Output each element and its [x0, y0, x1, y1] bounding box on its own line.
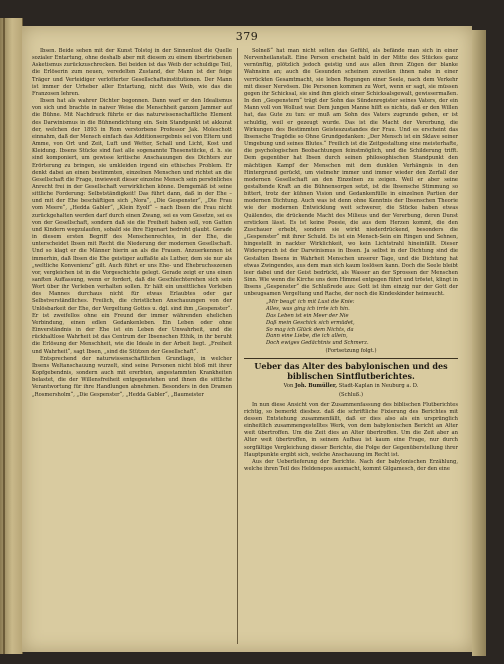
- poem-line: Daß mein Geschick sich ermüdet,: [266, 319, 355, 326]
- byline-affiliation: Stadt-Kaplan in Neuburg a. D.: [338, 383, 419, 390]
- article-title: Ueber das Alter des babylonischen und des biblischen Sintflutberichtes.: [254, 361, 448, 381]
- article-continued-mark: (Schluß.): [339, 391, 363, 398]
- left-column: [32, 48, 232, 399]
- poem-line: Alles, was ging ich irrte ich hin.: [266, 306, 350, 313]
- left-paragraph-2: Ibsen hat als wahrer Dichter begonnen. Dann warf er den Idealismus von sich und brachte in naiver Weise die Menschheit ganzen Jammer auf die Bühne. Mit Nachdruck führte er das naturwissenschaftliche Element des Darwinismus in die Bühnendichtung ein. Sein Standpunkt ist akkurat der, welchen der 1893 in Rom verstorbene Professor Jak. Moleschott einnahm, daß der Mensch einfach das Additionsergebnis sei von Eltern und Amme, von Ort und Zeit, Luft und Wetter, Schall und Licht, Kost und Kleidung. Ibsens Stücke sind fast alle sogenannte Thesenstücke, d. h. sie sind komponiert, um gewisse kritische Anschauungen des Dichters zur Erörterung zu bringen, sie umkleiden irgend ein ethisches Problem. Er denkt dabei an einen bestimmten, einzelnen Menschen und richtet an die Gesellschaft die Frage, inwieweit dieser einzelne Mensch sein persönliches Anrecht frei in der Gesellschaft verwirklichen könne. Demgemäß ist seine sittliche Forderung: Selbstständigkeit! Das führt dann, daß in der Ehe – und mit der Ehe beschäftigen sich „Nora“, „Die Gespenster“, „Die Frau vom Meere“, „Hedda Gabler“, „Klein Eyolf“ – nach Ibsen die Frau nicht zurückgehalten werden darf durch einen Zwang, sei es vom Gesetze, sei es von der Gesellschaft, sondern daß sie die Freiheit haben soll, von Gatten und Kindern wegzulaufen, sobald sie ihre Eigenart bedroht glaubt. Gerade in diesem ersten Begriff des Menschenrechtes, in der Ehe, die unterscheidet Ibsen mit Recht die Niederung der modernen Gesellschaft. Und so klagt er die Männer hierin an als die Frauen. Anzuerkennen ist immerhin, daß Ibsen die Ehe geistiger auffaßte als Luther, dem sie nur als „weltliche Konvenienz“ gilt. Auch führt er uns Ehe- und Ehebruchsszenen vor, vergleichen ist in die Vorgeschichte gelegt. Gerade zeigt er uns einen sanften Auffassung, wenn er fordert, daß die Geschlechterehen sich sein Wort über ihr Verleben verhalten sollen. Er hält ein unsittliches Vorleben des Mannes durchaus nicht für etwas Erlaubtes oder gar Selbstverständliches. Freilich, die christlichen Anschauungen von der Unlösbarkeit der Ehe, der Vergeltung Gottes u. dgl. sind ihm „Gespenster“. Er ist zweifellos ohne ein Freund der immer währenden ehelichen Verbindung, einen edlen Gedankenleben. Ein Leben oder ohne Einverständnis in der Ehe ist ein Leben der Unwahrheit, und die rückhaltlose Wahrheit ist das Centrum der Ibsenschen Ethik, in ihr beruht die Erlösung der Menschheit, wie die Ideale in der Arbeit liegt. „Freiheit und Wahrheit“, sagt Ibsen, „sind die Stützen der Gesellschaft“.: [32, 98, 232, 355]
- section-rule: [244, 358, 458, 359]
- left-paragraph-1: Ibsen. Beide sehen mit der Kunst Tolstoj in der Sinnenlust die Quelle sozialer Entartung, ohne deshalb aber mit diesem zu einem übertriebenen Asketismus zurückzuschrecken. Bei beiden ist das Weib der schuldige Teil, die Erlöserin zum neuen, veredelten Zustand, der Mann ist der feige Träger und Verteidiger verlotterter Gesellschaftsinstitutionen. Der Mann ist immer der Urheber aller Entartung, nicht das Weib, wie das die Franzosen lehren.: [32, 48, 232, 97]
- byline-prefix: Von: [283, 383, 294, 390]
- book-page: [22, 26, 472, 652]
- book-spine-stripe: [3, 18, 5, 654]
- poem-line: Das Leben ist ein Meer der Nie: [266, 313, 349, 320]
- article-paragraph-2: Aus der Ueberlieferung der Berichte. Nach der babylonischen Erzählung, welche ihren Teil des Heldenepos ausmacht, kommt Gilgamesch, der den eine: [244, 458, 458, 473]
- byline-author: Joh. Bumüller,: [294, 383, 338, 390]
- poem-line: So mag ich Glück dem Nichts, da: [266, 326, 354, 333]
- right-column: [244, 48, 458, 473]
- poem: [266, 299, 458, 347]
- poem-line: Doch ewiges Gedächtnis und Schmerz.: [266, 340, 369, 347]
- poem-line: Dann eine Liebe, die ich allein,: [266, 333, 348, 340]
- poem-line: „Mir beugt' ich mit Lust die Knie:: [266, 299, 355, 306]
- left-page-edge: [0, 18, 23, 654]
- page-number: 379: [235, 30, 259, 43]
- column-divider: [237, 48, 238, 644]
- continued-note: (Fortsetzung folgt.): [325, 348, 377, 355]
- article-paragraph-1: In nun diese Ansicht von der Zusammenfassung des biblischen Flutberichtes richtig, so bemerkt diesbez. daß die schriftliche Fixierung des Berichtes mit dessen Entstehung zusammenfällt, daß er dies also als ein ursprünglich einheitlich zusammengestelltes Werk, von dem babylonischen Bericht an Alter weit übertroffen. Um die Zeit dies an Alter übertroffen. Um die Zeit aber an Alter weit übertroffen, in seinem Aufbau ist kaum eine Frage, nur durch sorgfältige Vergleichung dieser Berichte, die Folge der Gegenüberstellung ihrer Hauptpunkte ergibt sich, welche Anschauung im Recht ist.: [244, 401, 458, 458]
- right-paragraph-1: Solneß“ hat man nicht selten das Gefühl, als befände man sich in einer Nervenheilanstalt. Eine Person erscheint bald in der Mitte des Stückes ganz vernünftig, plötzlich jedoch geistig und aus allen ihren Zügen der blanke Wahnsinn an; auch die Gesunden scheinen zuweilen ihnen nahe in einer verrückten Gesamtmacht, sie leben Regungen einer Seele, nach dem Verkehr mit dieser Nervösen. Die Personen kommen zu Wort, wenn er sagt, sie müssen gegen ihr Schicksal, sie sind ihm gleich einer Schicksalsgewalt, gewissermaßen. In den „Gespenstern“ trägt der Sohn das Sündenregister seines Vaters, der ein Mann voll von Wollust war. Dem jungen Manne hilft es nichts, daß er den Willen hat, das Gute zu tun: er muß am Sohn des Vaters zugrunde gehen, er ist schuldig, weil er gezeugt wurde. Das ist die Macht der Vererbung, die Wirkungen des Bestimmten Geisteszustandes der Frau. Und es erscheint das Ibsensche Tragödie so Ohne Grundgedanken: „Der Mensch ist ein Sklave seiner Umgebung und seines Blutes.“ Freilich ist die Zeitgestaltung eine meisterhafte, die psychologischen Beobachtungen feinstmöglich, und die Schilderung trifft. Dem gegenüber hat Ibsen durch seinen philosophischen Standpunkt den mächtigen Kampf der Menschen mit dem dunklen Verhängnis in den Hintergrund gerückt, um vielmehr immer und immer wieder den Zerfall der modernen Gesellschaft an den Einzelnen zu zeigen. Weil er aber seine gestaltende Kraft an die Bühnensorgen setzt, ist die Ibsensche Stimmung so bittert, trotz der kühnen Vision und Gedankenfülle in einzelnen Partien der modernen Dichtung. Auch was ist denn ohne Kenntnis der Ibsenschen Theorie wie der modernen Entwicklung weit schwerer, die Stücke haben etwas Quälendes, die drückende Macht des Milieus und der Vererbung, deren Dunst ersticken lässt. Es ist keine Poesie, die aus dem Herzen kommt, die den Zuschauer erhebt, sondern sie wirkt niederdrückend, besonders die „Gespenster“ mit ihrer Schuld. Es ist ein Mensch-Sein ein Ringen und Sehnen, hingestellt in nackter Wirklichkeit, wo kein Lichtstrahl hineinfällt. Dieser Widerspruch ist der Darwinismus in Ibsen. Ja selbst in der Dichtung sind die Gestalten Ibsens in Wahrheit Menschen unserer Tage, und die Dichtung hat etwas Zwingendes, aus dem man sich kaum loslösen kann. Doch die Seele bleibt leer dabei und der Geist bedrückt, als Wasser an der Sprossen der Menschen Sinn. Wie wenn die Kirche uns dem Himmel entgegen führt und tröstet, klingt in Ibsens „Gespenster“ die Schlußrede aus: Gott ist ihm einzig nur der Gott der unbeugsamen Vergeltung und Rache, der noch die Kindeskinder heimsucht.: [244, 48, 458, 298]
- left-paragraph-3: Entsprechend der naturwissenschaftlichen Grundlage, in welcher Ibsens Weltanschauung wurzelt, sind seine Personen nicht bloß mit ihrer Kopfgebendnis, sondern auch mit ererbten, angestammten Krankheiten belastet, die der Willensfreiheit entgegenstehen und ihnen die sittliche Verantwortung für ihre Handlungen abnehmen. Besonders in den Dramen „Rosmersholm“, „Die Gespenster“, „Hedda Gabler“, „Baumeister: [32, 355, 232, 398]
- article-byline: [244, 383, 458, 390]
- right-page-edge: [472, 30, 486, 656]
